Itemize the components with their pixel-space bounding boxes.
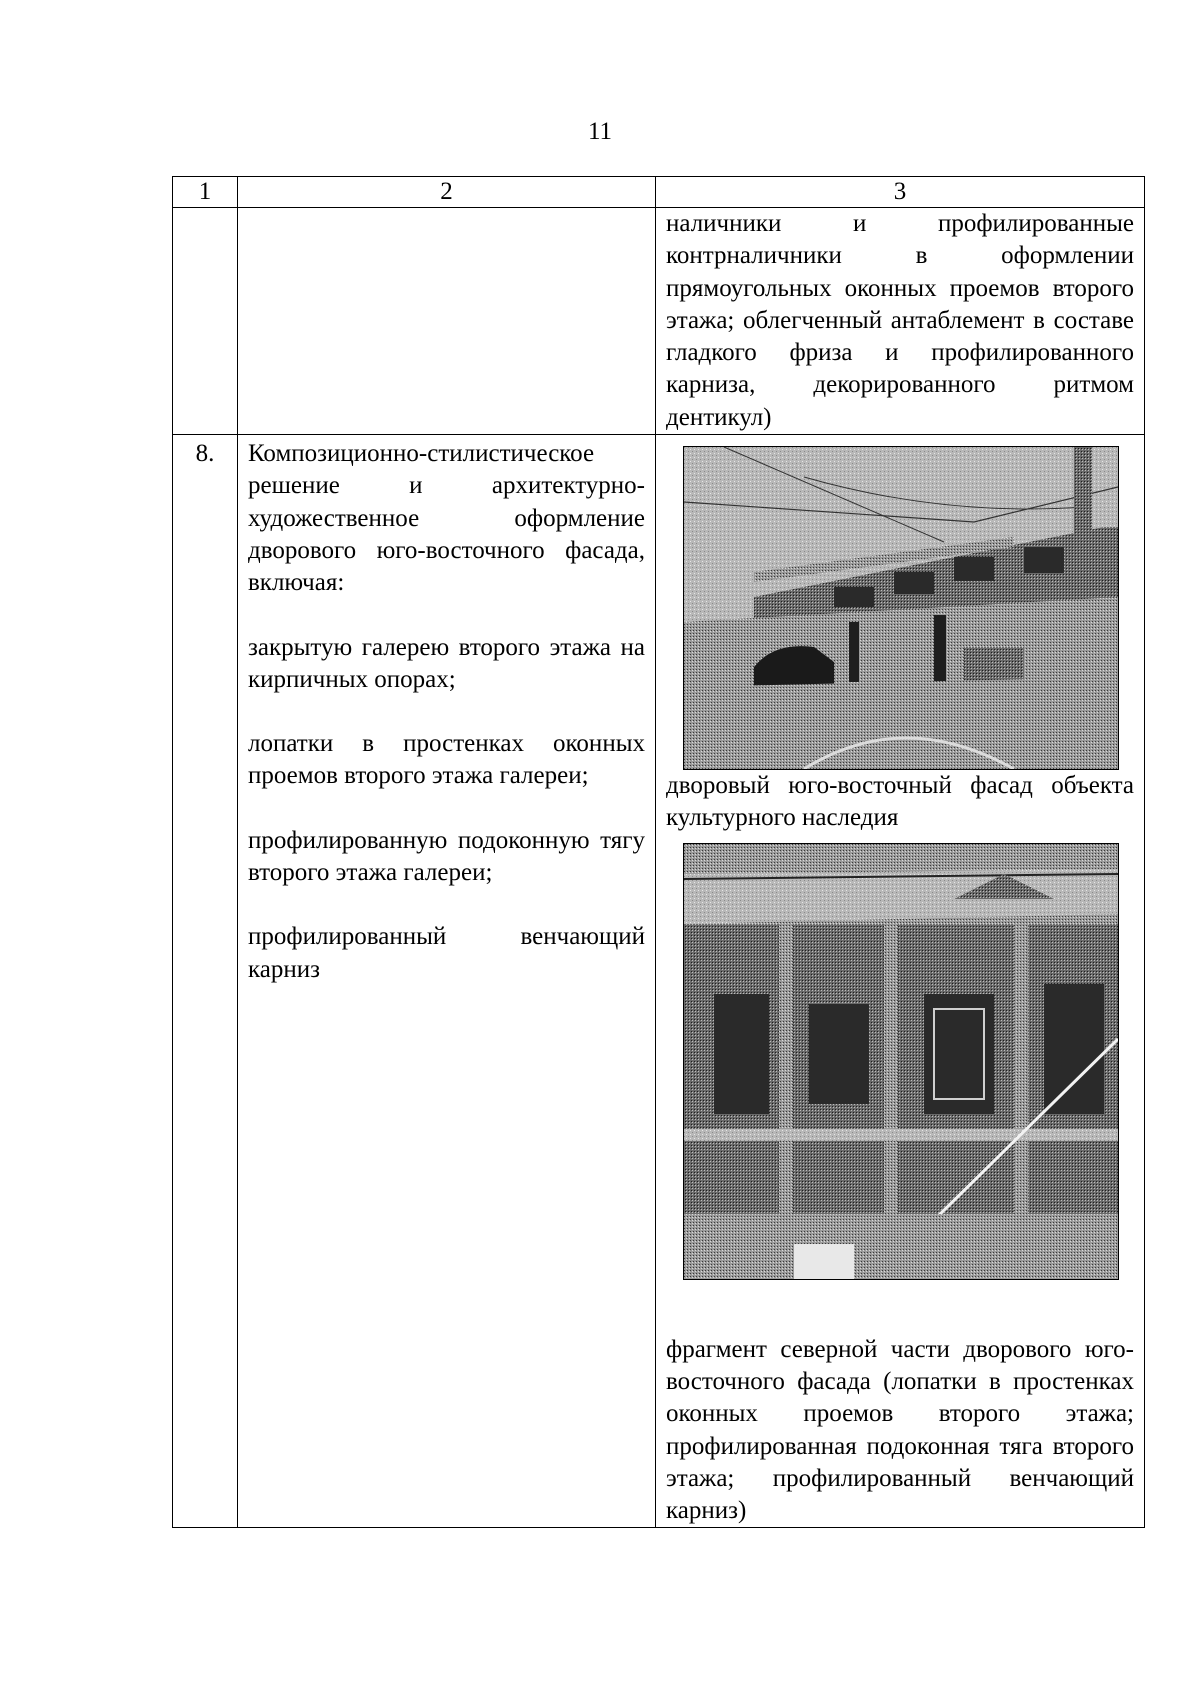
row8-item-cornice: профилированный венчающий карниз (248, 923, 645, 983)
row8-item-sill-course: профилированную подоконную тягу второго этажа галереи; (248, 826, 645, 887)
continuation-text: наличники и профилированные контрналичники в оформлении прямоугольных оконных проемов второго этажа; облегченный антаблемент в составе гладкого фриза и профилированного карниза, декорированного ритмом дентикул) (666, 210, 1134, 431)
table-row-continuation (173, 208, 1145, 435)
table-row-8 (173, 435, 1145, 1528)
row8-item-pilasters: лопатки в простенках оконных проемов второго этажа галереи; (248, 730, 645, 790)
row8-description-cell (238, 435, 656, 1528)
heritage-elements-table (172, 176, 1145, 1528)
facade-photo-caption: дворовый юго-восточный фасад объекта культурного наследия (666, 772, 1134, 832)
continuation-cell-3 (656, 208, 1145, 435)
continuation-cell-1 (173, 208, 238, 435)
facade-fragment-caption: фрагмент северной части дворового юго-восточного фасада (лопатки в простенках оконных проемов второго этажа; профилированная подоконная тяга второго этажа; профилированный венчающий карниз) (666, 1335, 1134, 1525)
table-header-row (173, 177, 1145, 208)
facade-fragment-photo (683, 843, 1119, 1280)
header-col-2: 2 (238, 177, 656, 208)
row8-photos-cell (656, 435, 1145, 1528)
row8-item-gallery: закрытую галерею второго этажа на кирпичных опорах; (248, 633, 645, 693)
facade-photo (683, 446, 1119, 770)
continuation-cell-2 (238, 208, 656, 435)
header-col-1: 1 (173, 177, 238, 208)
row-number: 8. (173, 435, 238, 1528)
row8-description: Композиционно-стилистическое решение и архитектурно-художественное оформление дворового юго-восточного фасада, включая: (248, 440, 645, 597)
page-number: 11 (587, 118, 613, 145)
header-col-3: 3 (656, 177, 1145, 208)
